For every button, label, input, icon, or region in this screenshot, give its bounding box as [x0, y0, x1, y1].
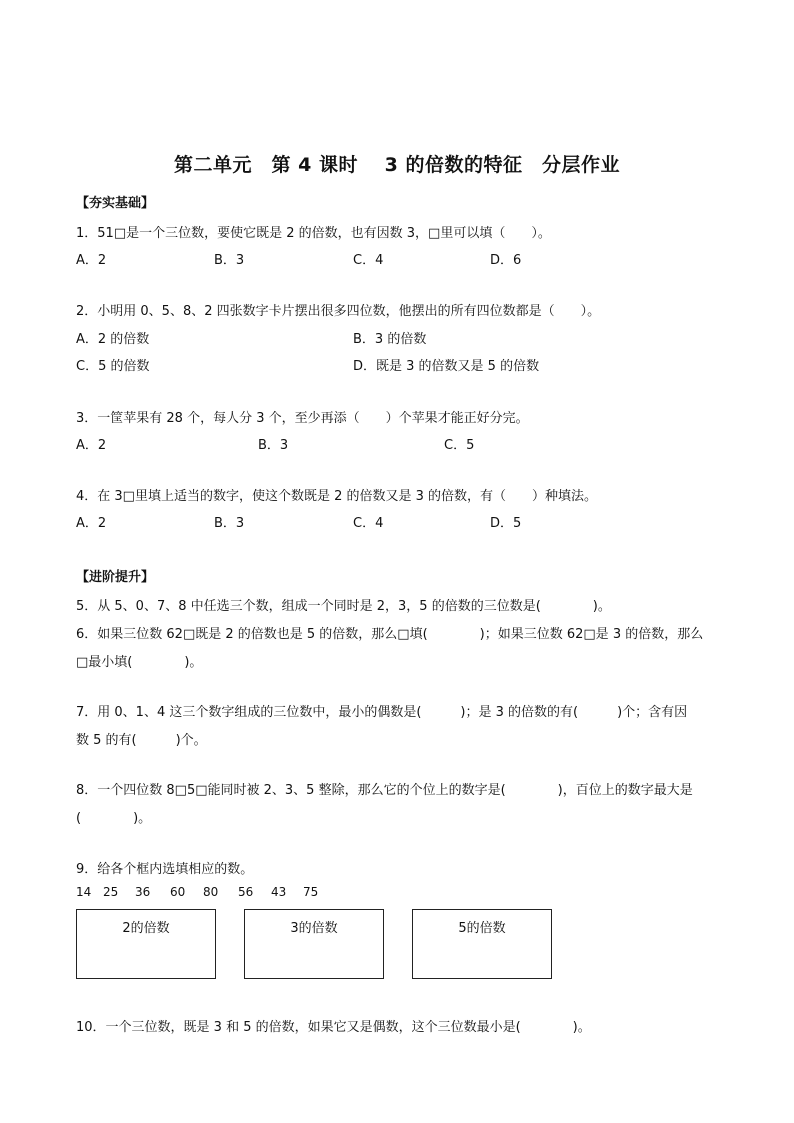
- question-1: 1．51□是一个三位数，要使它既是 2 的倍数，也有因数 3，□里可以填（ ）。: [76, 226, 551, 241]
- question-3-options: [76, 434, 716, 452]
- question-2-options-row1: [76, 328, 716, 346]
- option-a: A．2 的倍数: [76, 332, 150, 347]
- question-6-line-1: 6．如果三位数 62□既是 2 的倍数也是 5 的倍数，那么□填( )；如果三位数 62□是 3 的倍数，那么: [76, 627, 704, 642]
- option-c: C．4: [353, 253, 384, 268]
- box-label: 2的倍数: [122, 921, 170, 936]
- question-5: 5．从 5、0、7、8 中任选三个数，组成一个同时是 2，3，5 的倍数的三位数是( )。: [76, 599, 611, 614]
- option-b: B．3 的倍数: [353, 332, 427, 347]
- question-8-line-2: ( )。: [76, 811, 152, 826]
- question-4-options: [76, 512, 716, 530]
- number-item: 60: [170, 885, 186, 899]
- option-c: C．4: [353, 516, 384, 531]
- question-10: 10．一个三位数，既是 3 和 5 的倍数，如果它又是偶数，这个三位数最小是( )。: [76, 1020, 591, 1035]
- question-9: 9．给各个框内选填相应的数。: [76, 862, 254, 877]
- option-d: D．5: [490, 516, 522, 531]
- option-c: C．5: [444, 438, 475, 453]
- question-2-options-row2: [76, 355, 716, 373]
- option-d: D．6: [490, 253, 522, 268]
- answer-box-multiples-of-2[interactable]: [76, 909, 216, 979]
- page-title: 第二单元 第 4 课时 3 的倍数的特征 分层作业: [174, 154, 620, 176]
- option-a: A．2: [76, 516, 107, 531]
- number-item: 80: [203, 885, 219, 899]
- question-2: 2．小明用 0、5、8、2 四张数字卡片摆出很多四位数，他摆出的所有四位数都是（ ）。: [76, 304, 601, 319]
- number-item: 36: [135, 885, 151, 899]
- question-7-line-1: 7．用 0、1、4 这三个数字组成的三位数中，最小的偶数是( )；是 3 的倍数的有( )个；含有因: [76, 705, 688, 720]
- question-1-options: [76, 249, 716, 267]
- answer-box-multiples-of-3[interactable]: [244, 909, 384, 979]
- box-label: 3的倍数: [290, 921, 338, 936]
- option-c: C．5 的倍数: [76, 359, 150, 374]
- number-list: [76, 885, 376, 901]
- number-item: 56: [238, 885, 254, 899]
- section-heading-basic: 【夯实基础】: [76, 196, 155, 211]
- number-item: 43: [271, 885, 287, 899]
- question-7-line-2: 数 5 的有( )个。: [76, 733, 207, 748]
- number-item: 75: [303, 885, 319, 899]
- question-3: 3．一筐苹果有 28 个，每人分 3 个，至少再添（ ）个苹果才能正好分完。: [76, 411, 529, 426]
- number-item: 25: [103, 885, 119, 899]
- option-d: D．既是 3 的倍数又是 5 的倍数: [353, 359, 540, 374]
- option-b: B．3: [258, 438, 289, 453]
- option-a: A．2: [76, 438, 107, 453]
- question-4: 4．在 3□里填上适当的数字，使这个数既是 2 的倍数又是 3 的倍数，有（ ）种填法。: [76, 489, 598, 504]
- answer-box-multiples-of-5[interactable]: [412, 909, 552, 979]
- number-item: 14: [76, 885, 92, 899]
- option-b: B．3: [214, 516, 245, 531]
- question-8-line-1: 8．一个四位数 8□5□能同时被 2、3、5 整除，那么它的个位上的数字是( )，百位上的数字最大是: [76, 783, 693, 798]
- box-label: 5的倍数: [458, 921, 506, 936]
- question-6-line-2: □最小填( )。: [76, 655, 203, 670]
- option-b: B．3: [214, 253, 245, 268]
- section-heading-advanced: 【进阶提升】: [76, 570, 155, 585]
- option-a: A．2: [76, 253, 107, 268]
